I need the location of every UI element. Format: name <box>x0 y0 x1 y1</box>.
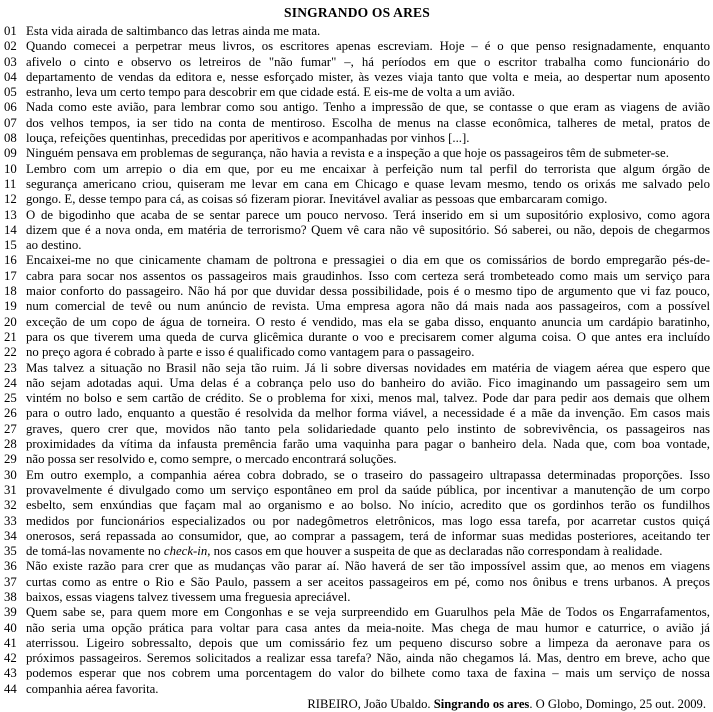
line-number: 14 <box>4 222 17 237</box>
line-text: gongo. E, desse tempo para cá, as coisas só fizeram piorar. Inevitável avaliar as pessoas que embarcaram comigo. <box>26 192 608 207</box>
line-text: louça, refeições quentinhas, precedidas por aperitivos e acompanhadas por vinhos [...]. <box>26 131 470 146</box>
line-number: 10 <box>4 161 17 176</box>
line-text: ao destino. <box>26 238 82 253</box>
line-number: 09 <box>4 146 17 161</box>
line-text: afivelo o cinto e observo os letreiros de "não fumar" –, há períodos em que o escritor trabalha como funcionário do <box>26 54 710 69</box>
line-number: 12 <box>4 192 17 207</box>
line-text: estranho, leva um certo tempo para descobrir em que cidade está. E eis-me de volta a um avião. <box>26 85 515 100</box>
line-text: segurança americano criou, quiseram me levar em cana em Chicago e quase levam mesmo, tendo os orixás me salvado pelo <box>26 176 710 191</box>
line-number: 05 <box>4 85 17 100</box>
text-line <box>4 651 710 666</box>
text-line <box>4 605 710 620</box>
line-text: podemos esperar que nos cobrem uma porcentagem do valor do bilhete como taxa de faxina – mais um serviço de nossa <box>26 666 710 681</box>
line-text: aterrissou. Ligeiro sobressalto, depois que um comissário fez um pequeno discurso sobre a limpeza da aeronave para os <box>26 635 710 650</box>
line-text: Lembro com um arrepio o dia em que, por eu me encaixar à perfeição num tal perfil do terrorista que algum órgão de <box>26 161 710 176</box>
text-line <box>4 636 710 651</box>
line-text: graves, quero crer que, movidos não tanto pela solidariedade quanto pelo instinto de sobrevivência, os passageiros nas <box>26 421 710 436</box>
line-text: não sejam adotadas aqui. Uma delas é a cobrança pelo uso do banheiro do avião. Fico imaginando um passageiro sem um <box>26 375 710 390</box>
line-text: Mas talvez a situação no Brasil não seja tão ruim. Já li sobre diversas novidades em matéria de viagem aérea que espero que <box>26 360 710 375</box>
line-number: 38 <box>4 589 17 604</box>
line-text: cabra para socar nos assentos os passageiros mais graudinhos. Isso com certeza será trombeteado como mais um serviço para <box>26 268 710 283</box>
line-number: 22 <box>4 345 17 360</box>
line-number: 27 <box>4 421 17 436</box>
text-line <box>4 376 710 391</box>
line-text: num comercial de tevê ou num anúncio de revista. Uma empresa agora não dá mais nada aos passageiros, com a possível <box>26 299 710 314</box>
line-text: O de bigodinho que acaba de se sentar parece um pouco nervoso. Terá inserido em si um supositório explosivo, como agora <box>26 207 710 222</box>
line-number: 21 <box>4 329 17 344</box>
text-lines <box>4 24 710 697</box>
text-line <box>4 483 710 498</box>
text-line <box>4 24 710 39</box>
line-number: 43 <box>4 666 17 681</box>
line-text: baixos, essas viagens talvez tivessem uma freguesia apreciável. <box>26 589 351 604</box>
line-number: 31 <box>4 482 17 497</box>
text-line <box>4 498 710 513</box>
line-number: 41 <box>4 635 17 650</box>
line-text: Encaixei-me no que cinicamente chamam de poltrona e pressagiei o dia em que os comissários de bordo empregarão pés-de- <box>26 253 710 268</box>
text-line <box>4 437 710 452</box>
text-line <box>4 70 710 85</box>
line-text: não possa ser resolvido e, como sempre, o mercado encontrará soluções. <box>26 452 397 467</box>
line-text: provavelmente é divulgado como um serviço espontâneo em prol da saúde pública, por incentivar a manutenção de um corpo <box>26 482 710 497</box>
line-number: 15 <box>4 238 17 253</box>
text-line <box>4 529 710 544</box>
line-number: 01 <box>4 24 17 38</box>
page-title: SINGRANDO OS ARES <box>284 5 430 20</box>
line-number: 39 <box>4 605 17 620</box>
line-text: não seria uma opção prática para voltar para casa antes da meia-noite. Mas chega de mau humor e caturrice, o avião já <box>26 620 710 635</box>
line-text: maior conforto do passageiro. Não há por que duvidar dessa possibilidade, pois é o mesmo tipo de argumento que vi faz pouco, <box>26 284 710 299</box>
line-number: 07 <box>4 115 17 130</box>
text-line <box>4 514 710 529</box>
line-number: 23 <box>4 360 17 375</box>
line-text: Em outro exemplo, a companhia aérea cobra dobrado, se o traseiro do passageiro ultrapassa determinadas proporções. Isso <box>26 467 710 482</box>
text-line <box>4 208 710 223</box>
citation-source: . O Globo, Domingo, 25 out. 2009. <box>529 697 706 712</box>
line-text: para o outro lado, enquanto a questão é resolvida da melhor forma viável, a necessidade é a mãe da invenção. Em casos mais <box>26 406 710 421</box>
text-line <box>4 100 710 115</box>
line-text: onerosos, será repassada ao consumidor, que, ao comprar a passagem, terá de informar suas medidas posteriores, aceitando ter <box>26 528 710 543</box>
line-number: 17 <box>4 268 17 283</box>
line-text: Nada como este avião, para lembrar como sou antigo. Tenho a impressão de que, se contasse o que eram as viagens de avião <box>26 100 710 115</box>
line-number: 18 <box>4 284 17 299</box>
line-number: 20 <box>4 314 17 329</box>
line-number: 24 <box>4 375 17 390</box>
line-text: Esta vida airada de saltimbanco das letras ainda me mata. <box>26 24 321 38</box>
text-line <box>4 330 710 345</box>
text-line <box>4 253 710 268</box>
line-text: próximos passageiros. Seremos solicitados a realizar essa tarefa? Não, ainda não chegamos lá. Mas, dentro em breve, acho que <box>26 651 710 666</box>
line-text: Quem sabe se, para quem more em Congonhas e se veja surpreendido em Guarulhos pela Mãe de Todos os Engarrafamentos, <box>26 605 710 620</box>
text-line <box>4 575 710 590</box>
line-number: 40 <box>4 620 17 635</box>
line-text: dizem que é a nova onda, em matéria de terrorismo? Quem vê cara não vê supositório. Só saberei, ou não, depois de chegarmos <box>26 222 710 237</box>
text-line <box>4 131 710 146</box>
citation-author: RIBEIRO, João Ubaldo. <box>307 697 434 712</box>
line-number: 02 <box>4 39 17 54</box>
text-line <box>4 238 710 253</box>
line-number: 08 <box>4 131 17 146</box>
line-number: 06 <box>4 100 17 115</box>
line-text: no preço agora é cobrado à parte e isso é qualificado como vantagem para o passageiro. <box>26 345 475 360</box>
text-line <box>4 55 710 70</box>
text-line <box>4 468 710 483</box>
text-line <box>4 544 710 559</box>
text-line <box>4 452 710 467</box>
line-number: 35 <box>4 544 17 559</box>
text-line <box>4 590 710 605</box>
text-line <box>4 284 710 299</box>
text-line <box>4 146 710 161</box>
line-text: curtas como as entre o Rio e São Paulo, passem a ser aceitos passageiros em pé, como nos ônibus e trens urbanos. A preços <box>26 574 710 589</box>
text-line <box>4 666 710 681</box>
citation <box>4 697 710 712</box>
line-text: exceção de um copo de água de torneira. O resto é vendido, mas ela se gaba disso, enquanto anuncia um cardápio baratinho, <box>26 314 710 329</box>
text-line <box>4 177 710 192</box>
line-number: 33 <box>4 513 17 528</box>
text-line <box>4 223 710 238</box>
line-number: 42 <box>4 651 17 666</box>
line-text: Quando comecei a perpetrar meus livros, os escritores apenas escreviam. Hoje – é o que penso resignadamente, enquanto <box>26 39 710 54</box>
line-number: 34 <box>4 528 17 543</box>
text-line <box>4 422 710 437</box>
line-text: vintém no bolso e sem cartão de crédito. Se o problema for xixi, menos mal, talvez. Pode dar para pedir aos demais que olhem <box>26 391 710 406</box>
line-number: 26 <box>4 406 17 421</box>
text-line <box>4 621 710 636</box>
text-line <box>4 361 710 376</box>
line-number: 25 <box>4 391 17 406</box>
text-line <box>4 559 710 574</box>
line-number: 37 <box>4 574 17 589</box>
text-line <box>4 116 710 131</box>
text-line <box>4 682 710 697</box>
line-number: 11 <box>4 176 17 191</box>
line-text: Ninguém pensava em problemas de segurança, não havia a revista e a inspeção a que hoje os passageiros têm de submeter-se. <box>26 146 669 161</box>
line-text: esbelto, sem enxúndias que façam mal ao organismo e ao bolso. No início, acredito que os gordinhos terão os fundilhos <box>26 498 710 513</box>
text-line <box>4 406 710 421</box>
line-number: 28 <box>4 437 17 452</box>
text-line <box>4 315 710 330</box>
text-line <box>4 269 710 284</box>
line-number: 29 <box>4 452 17 467</box>
citation-work-title: Singrando os ares <box>433 697 530 712</box>
line-number: 13 <box>4 207 17 222</box>
line-text: proximidades da vítima da infausta premência farão uma vaquinha para pagar o banheiro dela. Nada que, com boa vontade, <box>26 437 710 452</box>
line-number: 04 <box>4 69 17 84</box>
text-line <box>4 299 710 314</box>
line-text: de tomá-las novamente no check-in, nos casos em que houver a suspeita de que as declaradas não correspondam à realidade. <box>26 544 663 559</box>
text-line <box>4 85 710 100</box>
line-number: 44 <box>4 681 17 696</box>
text-line <box>4 345 710 360</box>
line-text: Não existe razão para crer que as mudanças vão parar aí. Não haverá de ser tão impossível assim que, ao menos em viagens <box>26 559 710 574</box>
line-number: 30 <box>4 467 17 482</box>
line-number: 16 <box>4 253 17 268</box>
text-line <box>4 162 710 177</box>
line-text: companhia aérea favorita. <box>26 681 159 696</box>
line-text: para os que tiverem uma queda de curva glicêmica durante o voo e precisarem comer alguma coisa. O que antes era incluído <box>26 329 710 344</box>
line-number: 19 <box>4 299 17 314</box>
line-text: dos velhos tempos, ia ser tido na conta de mentiroso. Escolha de menus na classe econômica, talheres de metal, pratos de <box>26 115 710 130</box>
text-line <box>4 391 710 406</box>
line-number: 32 <box>4 498 17 513</box>
text-line <box>4 39 710 54</box>
line-number: 03 <box>4 54 17 69</box>
line-number: 36 <box>4 559 17 574</box>
line-text: departamento de vendas da editora e, nesse esforçado mister, às vezes viaja tanto que volta e meia, ao despertar num aposento <box>26 69 710 84</box>
line-text: medidos por funcionários especializados ou por nadegômetros eletrônicos, mas logo essa tarefa, por acarretar custos quiçá <box>26 513 710 528</box>
text-line <box>4 192 710 207</box>
